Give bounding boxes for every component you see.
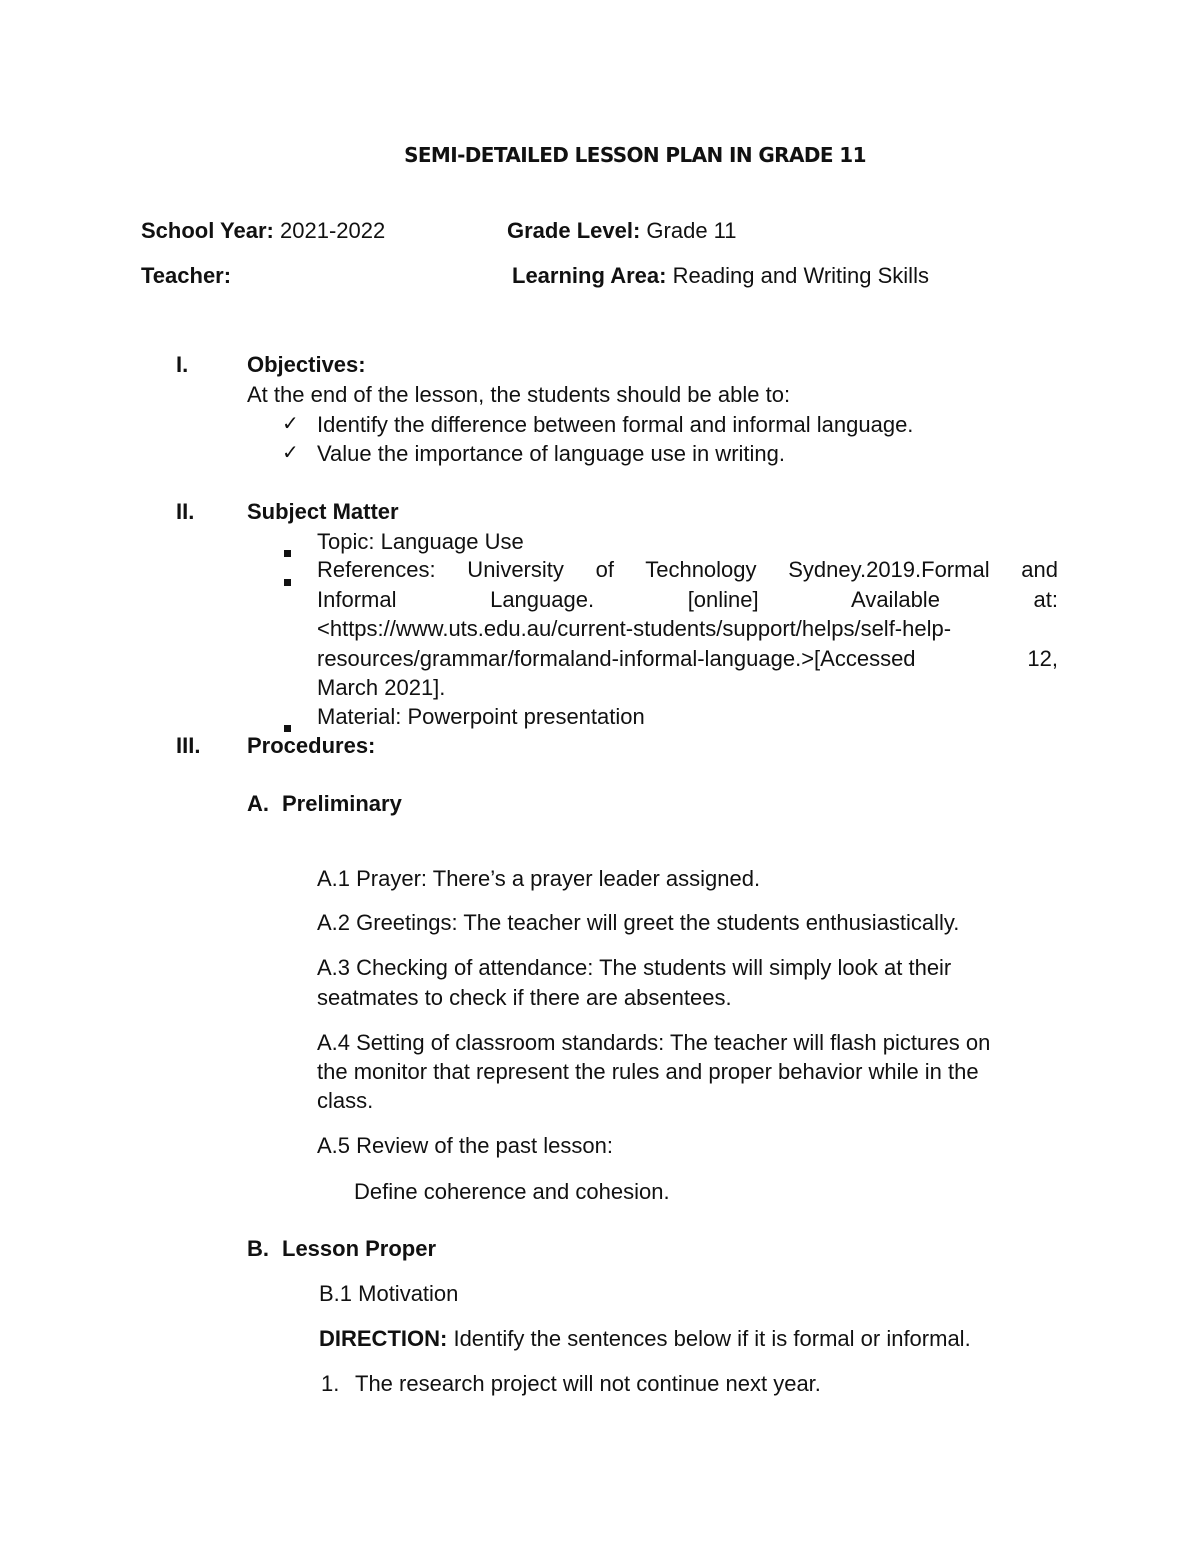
reference-line: resources/grammar/formaland-informal-language.>[Accessed 12, (317, 645, 1058, 671)
objectives-intro: At the end of the lesson, the students should be able to: (247, 382, 791, 407)
direction-label: DIRECTION: (319, 1326, 448, 1351)
preliminary-heading: Preliminary (282, 791, 402, 816)
teacher-label: Teacher: (141, 263, 232, 288)
objectives-heading: Objectives: (247, 352, 366, 377)
learning-area (512, 263, 929, 289)
grade-level-label: Grade Level: (507, 218, 641, 243)
references-item (317, 555, 1058, 703)
preliminary-item: A.2 Greetings: The teacher will greet the students enthusiastically. (317, 910, 960, 935)
preliminary-item: A.5 Review of the past lesson: (317, 1133, 613, 1158)
preliminary-item-continuation: class. (317, 1088, 374, 1113)
objective-item: Value the importance of language use in writing. (317, 441, 785, 466)
direction-text: Identify the sentences below if it is formal or informal. (453, 1326, 971, 1351)
teacher (141, 263, 231, 289)
square-bullet-icon (284, 566, 291, 592)
preliminary-item: A.1 Prayer: There’s a prayer leader assigned. (317, 866, 761, 891)
grade-level (507, 218, 737, 244)
school-year-value: 2021-2022 (280, 218, 386, 243)
procedures-heading: Procedures: (247, 733, 376, 758)
square-bullet-icon (284, 537, 291, 563)
objectives-numeral: I. (176, 352, 189, 377)
reference-line: March 2021]. (317, 675, 446, 700)
question-number: 1. (321, 1371, 340, 1396)
school-year (141, 218, 385, 244)
checkmark-icon: ✓ (282, 442, 299, 464)
reference-line: Informal Language. [online] Available at: (317, 586, 1058, 612)
school-year-label: School Year: (141, 218, 274, 243)
page-title: SEMI-DETAILED LESSON PLAN IN GRADE 11 (404, 143, 866, 167)
preliminary-item: A.4 Setting of classroom standards: The teacher will flash pictures on (317, 1030, 991, 1055)
learning-area-value: Reading and Writing Skills (672, 263, 929, 288)
lesson-proper-letter: B. (247, 1236, 269, 1261)
reference-line: References: University of Technology Sydney.2019.Formal and (317, 557, 1058, 582)
subject-matter-heading: Subject Matter (247, 499, 399, 524)
preliminary-item-continuation: seatmates to check if there are absentees. (317, 985, 732, 1010)
objective-item: Identify the difference between formal and informal language. (317, 412, 914, 437)
subject-matter-numeral: II. (176, 499, 195, 524)
grade-level-value: Grade 11 (646, 218, 737, 243)
direction (319, 1326, 971, 1352)
review-detail: Define coherence and cohesion. (354, 1179, 670, 1204)
checkmark-icon: ✓ (282, 413, 299, 435)
topic-item: Topic: Language Use (317, 529, 524, 554)
question-text: The research project will not continue next year. (355, 1371, 821, 1396)
preliminary-item: A.3 Checking of attendance: The students will simply look at their (317, 955, 952, 980)
preliminary-item-continuation: the monitor that represent the rules and proper behavior while in the (317, 1059, 979, 1084)
lesson-proper-heading: Lesson Proper (282, 1236, 437, 1261)
reference-line: <https://www.uts.edu.au/current-students/support/helps/self-help- (317, 616, 952, 641)
procedures-numeral: III. (176, 733, 201, 758)
preliminary-letter: A. (247, 791, 269, 816)
learning-area-label: Learning Area: (512, 263, 667, 288)
motivation-label: B.1 Motivation (319, 1281, 459, 1306)
material-item: Material: Powerpoint presentation (317, 704, 645, 729)
